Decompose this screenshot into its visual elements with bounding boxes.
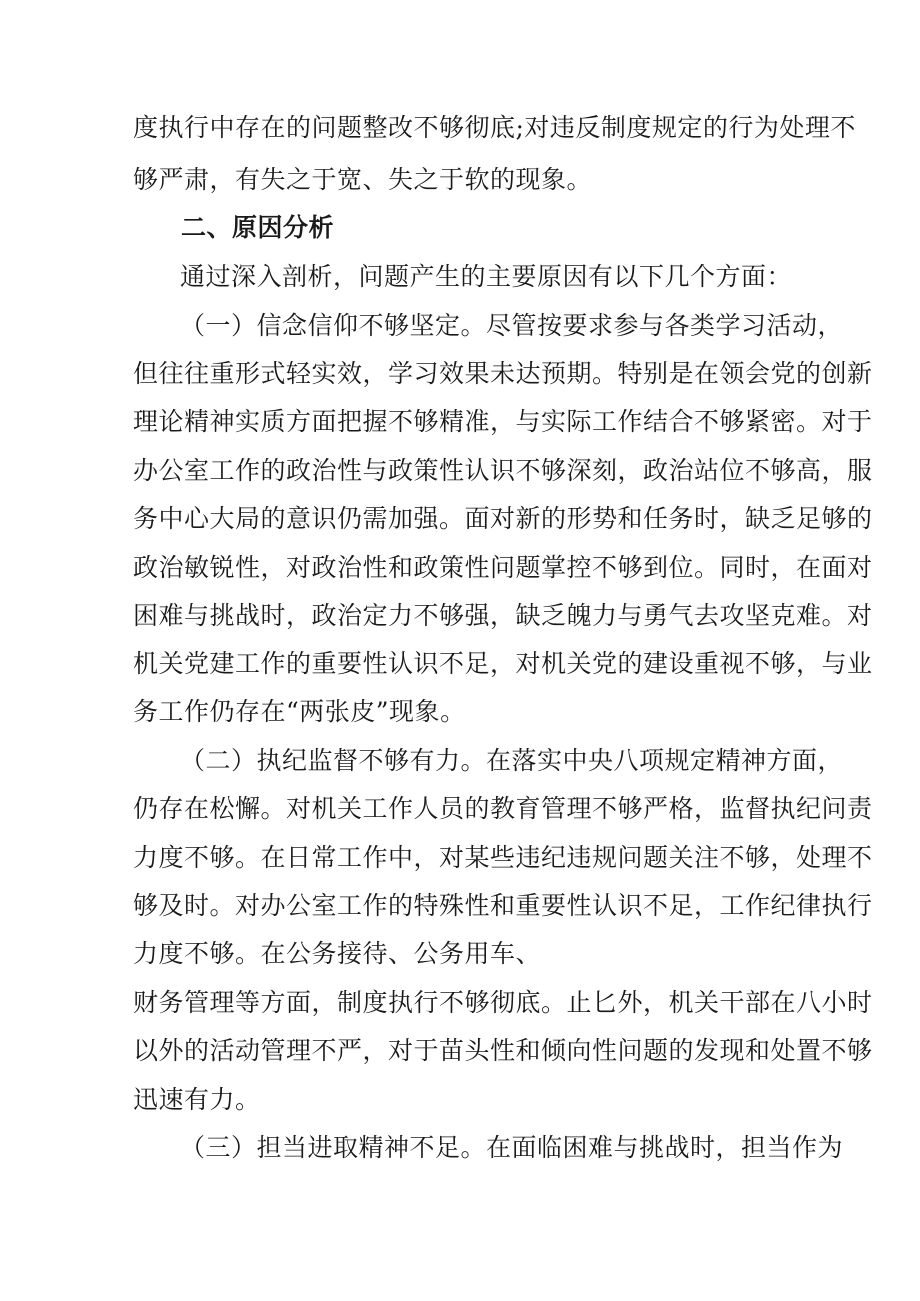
- body-text-line: 迅速有力。: [133, 1085, 261, 1114]
- body-text-line: 务工作仍存在“两张皮”现象。: [133, 697, 466, 726]
- paragraph-first-line: （二）执纪监督不够有力。在落实中央八项规定精神方面，: [180, 746, 844, 775]
- body-text-line: 但往往重形式轻实效，学习效果未达预期。特别是在领会党的创新: [133, 359, 873, 388]
- body-text-line: 度执行中存在的问题整改不够彻底;对违反制度规定的行为处理不: [133, 113, 856, 142]
- section-heading: 二、原因分析: [181, 213, 335, 242]
- body-text-line: 以外的活动管理不严，对于苗头性和倾向性问题的发现和处置不够: [133, 1036, 873, 1065]
- body-text-line: 财务管理等方面，制度执行不够彻底。止匕外，机关干部在八小时: [133, 988, 873, 1017]
- paragraph-first-line: （一）信念信仰不够坚定。尽管按要求参与各类学习活动，: [180, 311, 844, 340]
- body-text-line: 力度不够。在日常工作中，对某些违纪违规问题关注不够，处理不: [133, 843, 873, 872]
- paragraph-first-line: （三）担当进取精神不足。在面临困难与挑战时，担当作为: [180, 1133, 844, 1162]
- body-text-line: 力度不够。在公务接待、公务用车、: [133, 939, 542, 968]
- body-text-line: 办公室工作的政治性与政策性认识不够深刻，政治站位不够高，服: [133, 456, 873, 485]
- body-text-line: 通过深入剖析，问题产生的主要原因有以下几个方面：: [180, 262, 793, 291]
- body-text-line: 仍存在松懈。对机关工作人员的教育管理不够严格，监督执纪问责: [133, 794, 873, 823]
- body-text-line: 够严肃，有失之于宽、失之于软的现象。: [133, 165, 593, 194]
- body-text-line: 困难与挑战时，政治定力不够强，缺乏魄力与勇气去攻坚克难。对: [133, 601, 873, 630]
- body-text-line: 理论精神实质方面把握不够精准，与实际工作结合不够紧密。对于: [133, 407, 873, 436]
- body-text-line: 务中心大局的意识仍需加强。面对新的形势和任务时，缺乏足够的: [133, 504, 873, 533]
- body-text-line: 机关党建工作的重要性认识不足，对机关党的建设重视不够，与业: [133, 649, 873, 678]
- body-text-line: 政治敏锐性，对政治性和政策性问题掌控不够到位。同时，在面对: [133, 553, 873, 582]
- body-text-line: 够及时。对办公室工作的特殊性和重要性认识不足，工作纪律执行: [133, 891, 873, 920]
